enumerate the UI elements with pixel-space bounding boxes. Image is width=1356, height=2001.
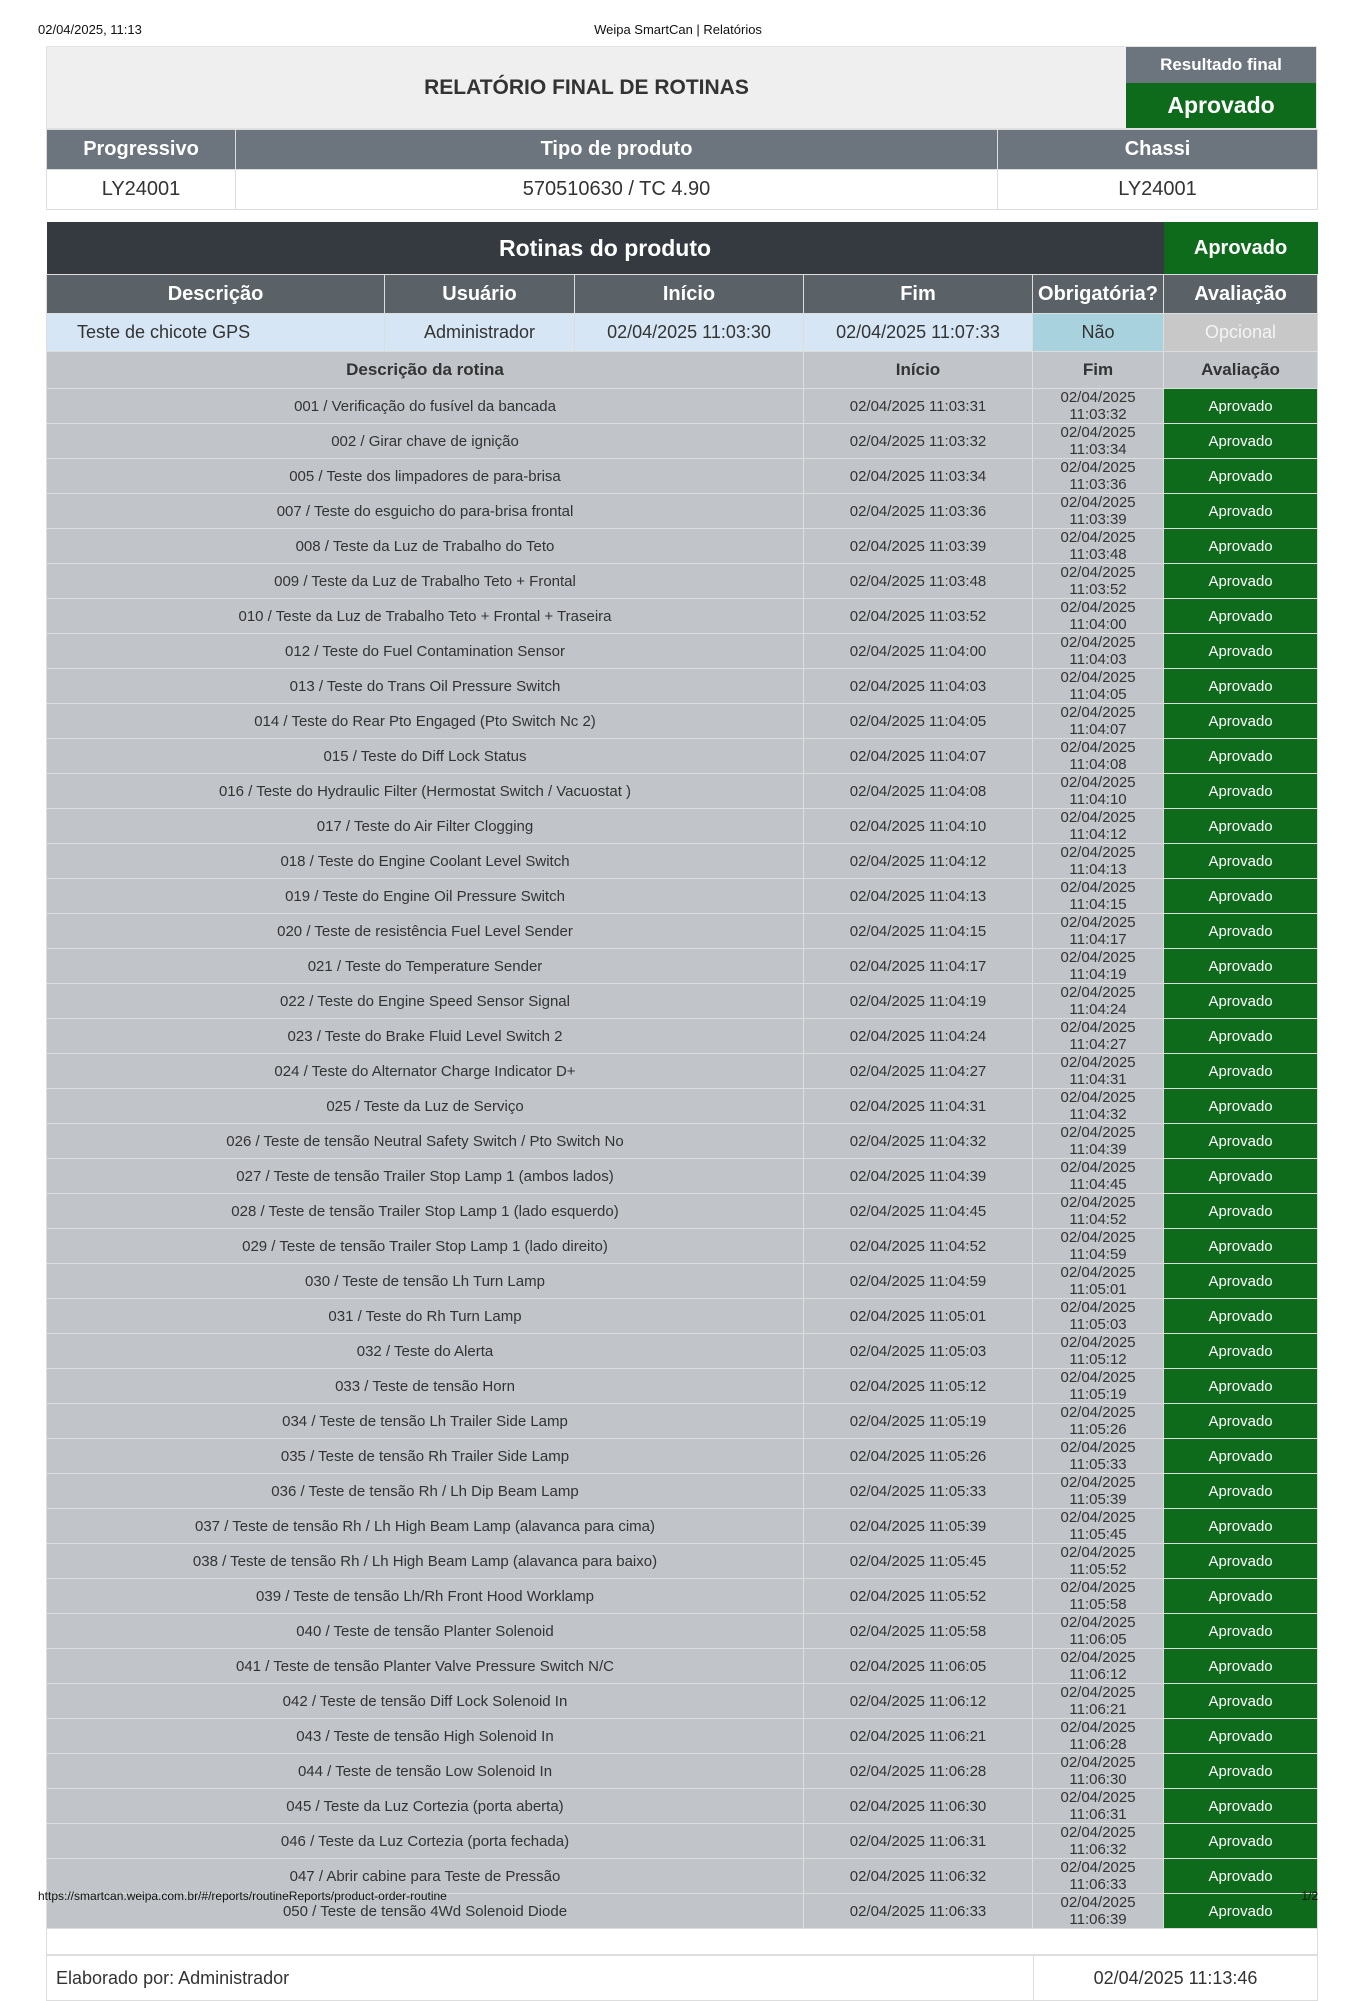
- routine-start: 02/04/2025 11:06:32: [804, 1859, 1033, 1894]
- routine-row: [47, 1194, 1318, 1229]
- routine-description: 037 / Teste de tensão Rh / Lh High Beam Lamp (alavanca para cima): [47, 1509, 804, 1544]
- routine-row: [47, 1334, 1318, 1369]
- col-header-fim: Fim: [804, 275, 1033, 314]
- routine-row: [47, 1054, 1318, 1089]
- routine-evaluation: Aprovado: [1164, 1159, 1318, 1194]
- routine-end: 02/04/2025 11:04:17: [1033, 914, 1164, 949]
- routine-evaluation: Aprovado: [1164, 1334, 1318, 1369]
- routine-row: [47, 599, 1318, 634]
- routine-description: 007 / Teste do esguicho do para-brisa frontal: [47, 494, 804, 529]
- routine-description: 009 / Teste da Luz de Trabalho Teto + Frontal: [47, 564, 804, 599]
- routine-start: 02/04/2025 11:05:58: [804, 1614, 1033, 1649]
- product-routine-row: [47, 314, 1318, 352]
- routine-evaluation: Aprovado: [1164, 1194, 1318, 1229]
- routine-start: 02/04/2025 11:04:19: [804, 984, 1033, 1019]
- routine-start: 02/04/2025 11:05:12: [804, 1369, 1033, 1404]
- routine-evaluation: Aprovado: [1164, 1859, 1318, 1894]
- routine-evaluation: Aprovado: [1164, 1404, 1318, 1439]
- info-value-progressivo: LY24001: [47, 170, 236, 210]
- routine-start: 02/04/2025 11:03:52: [804, 599, 1033, 634]
- routine-row: [47, 1089, 1318, 1124]
- routine-end: 02/04/2025 11:04:52: [1033, 1194, 1164, 1229]
- routine-end: 02/04/2025 11:06:32: [1033, 1824, 1164, 1859]
- routine-evaluation: Aprovado: [1164, 599, 1318, 634]
- final-result: [1126, 47, 1316, 128]
- routine-end: 02/04/2025 11:06:30: [1033, 1754, 1164, 1789]
- routine-evaluation: Aprovado: [1164, 739, 1318, 774]
- routine-row: [47, 564, 1318, 599]
- routine-start: 02/04/2025 11:05:26: [804, 1439, 1033, 1474]
- routine-end: 02/04/2025 11:05:12: [1033, 1334, 1164, 1369]
- routine-start: 02/04/2025 11:03:34: [804, 459, 1033, 494]
- routine-row: [47, 389, 1318, 424]
- routine-row: [47, 1264, 1318, 1299]
- routine-row: [47, 459, 1318, 494]
- routine-evaluation: Aprovado: [1164, 1299, 1318, 1334]
- routine-start: 02/04/2025 11:04:07: [804, 739, 1033, 774]
- routine-evaluation: Aprovado: [1164, 1684, 1318, 1719]
- product-info-table: [46, 129, 1318, 210]
- routine-start: 02/04/2025 11:04:15: [804, 914, 1033, 949]
- routine-row: [47, 809, 1318, 844]
- routine-description: 024 / Teste do Alternator Charge Indicator D+: [47, 1054, 804, 1089]
- routine-row: [47, 949, 1318, 984]
- routine-description: 022 / Teste do Engine Speed Sensor Signal: [47, 984, 804, 1019]
- routines-table: [46, 222, 1318, 1955]
- routine-start: 02/04/2025 11:06:21: [804, 1719, 1033, 1754]
- routine-evaluation: Aprovado: [1164, 1614, 1318, 1649]
- routine-start: 02/04/2025 11:06:28: [804, 1754, 1033, 1789]
- routine-end: 02/04/2025 11:04:00: [1033, 599, 1164, 634]
- print-url: https://smartcan.weipa.com.br/#/reports/routineReports/product-order-routine: [38, 1889, 447, 1903]
- routine-row: [47, 1369, 1318, 1404]
- routine-evaluation: Aprovado: [1164, 984, 1318, 1019]
- routine-description: 029 / Teste de tensão Trailer Stop Lamp 1 (lado direito): [47, 1229, 804, 1264]
- routine-start: 02/04/2025 11:04:08: [804, 774, 1033, 809]
- product-mandatory: Não: [1033, 314, 1164, 352]
- routine-description: 045 / Teste da Luz Cortezia (porta aberta): [47, 1789, 804, 1824]
- final-result-label: Resultado final: [1126, 47, 1316, 83]
- routine-end: 02/04/2025 11:03:39: [1033, 494, 1164, 529]
- routine-evaluation: Aprovado: [1164, 634, 1318, 669]
- routine-row: [47, 1404, 1318, 1439]
- routine-end: 02/04/2025 11:04:59: [1033, 1229, 1164, 1264]
- print-title: Weipa SmartCan | Relatórios: [594, 22, 762, 37]
- routine-start: 02/04/2025 11:03:48: [804, 564, 1033, 599]
- routine-evaluation: Aprovado: [1164, 1579, 1318, 1614]
- routine-evaluation: Aprovado: [1164, 1789, 1318, 1824]
- routine-header-inicio: Início: [804, 352, 1033, 389]
- routine-description: 008 / Teste da Luz de Trabalho do Teto: [47, 529, 804, 564]
- routine-description: 043 / Teste de tensão High Solenoid In: [47, 1719, 804, 1754]
- routine-row: [47, 1019, 1318, 1054]
- routine-end: 02/04/2025 11:05:26: [1033, 1404, 1164, 1439]
- routine-end: 02/04/2025 11:03:32: [1033, 389, 1164, 424]
- routine-start: 02/04/2025 11:05:01: [804, 1299, 1033, 1334]
- routine-end: 02/04/2025 11:06:28: [1033, 1719, 1164, 1754]
- routine-evaluation: Aprovado: [1164, 1369, 1318, 1404]
- routine-description: 032 / Teste do Alerta: [47, 1334, 804, 1369]
- routine-start: 02/04/2025 11:03:31: [804, 389, 1033, 424]
- routine-evaluation: Aprovado: [1164, 1509, 1318, 1544]
- routine-description: 038 / Teste de tensão Rh / Lh High Beam Lamp (alavanca para baixo): [47, 1544, 804, 1579]
- routine-evaluation: Aprovado: [1164, 1474, 1318, 1509]
- routine-evaluation: Aprovado: [1164, 1754, 1318, 1789]
- routine-start: 02/04/2025 11:06:30: [804, 1789, 1033, 1824]
- routine-end: 02/04/2025 11:04:39: [1033, 1124, 1164, 1159]
- routine-evaluation: Aprovado: [1164, 424, 1318, 459]
- routine-header-fim: Fim: [1033, 352, 1164, 389]
- routine-description: 031 / Teste do Rh Turn Lamp: [47, 1299, 804, 1334]
- routine-row: [47, 984, 1318, 1019]
- routine-row: [47, 669, 1318, 704]
- routine-description: 016 / Teste do Hydraulic Filter (Hermostat Switch / Vacuostat ): [47, 774, 804, 809]
- routine-description: 001 / Verificação do fusível da bancada: [47, 389, 804, 424]
- routine-description: 019 / Teste do Engine Oil Pressure Switch: [47, 879, 804, 914]
- routine-end: 02/04/2025 11:04:10: [1033, 774, 1164, 809]
- routine-end: 02/04/2025 11:04:12: [1033, 809, 1164, 844]
- product-user: Administrador: [385, 314, 575, 352]
- routine-description: 035 / Teste de tensão Rh Trailer Side Lamp: [47, 1439, 804, 1474]
- routine-start: 02/04/2025 11:04:31: [804, 1089, 1033, 1124]
- routine-end: 02/04/2025 11:06:33: [1033, 1859, 1164, 1894]
- routine-end: 02/04/2025 11:05:03: [1033, 1299, 1164, 1334]
- routine-end: 02/04/2025 11:04:27: [1033, 1019, 1164, 1054]
- routine-start: 02/04/2025 11:06:33: [804, 1894, 1033, 1929]
- routine-start: 02/04/2025 11:04:27: [804, 1054, 1033, 1089]
- routine-description: 025 / Teste da Luz de Serviço: [47, 1089, 804, 1124]
- routine-row: [47, 739, 1318, 774]
- routine-end: 02/04/2025 11:06:12: [1033, 1649, 1164, 1684]
- info-value-chassi: LY24001: [998, 170, 1318, 210]
- routine-evaluation: Aprovado: [1164, 844, 1318, 879]
- routine-header-avaliacao: Avaliação: [1164, 352, 1318, 389]
- col-header-usuario: Usuário: [385, 275, 575, 314]
- product-description: Teste de chicote GPS: [47, 314, 385, 352]
- routine-start: 02/04/2025 11:06:05: [804, 1649, 1033, 1684]
- routine-rows: [47, 389, 1318, 1955]
- routine-row: [47, 634, 1318, 669]
- routine-description: 020 / Teste de resistência Fuel Level Sender: [47, 914, 804, 949]
- routine-description: 036 / Teste de tensão Rh / Lh Dip Beam Lamp: [47, 1474, 804, 1509]
- routine-row: [47, 529, 1318, 564]
- routine-row: [47, 1509, 1318, 1544]
- routine-description: 041 / Teste de tensão Planter Valve Pressure Switch N/C: [47, 1649, 804, 1684]
- routine-start: 02/04/2025 11:04:05: [804, 704, 1033, 739]
- routine-end: 02/04/2025 11:03:52: [1033, 564, 1164, 599]
- routine-row: [47, 914, 1318, 949]
- routine-row: [47, 879, 1318, 914]
- routine-row: [47, 1754, 1318, 1789]
- routine-evaluation: Aprovado: [1164, 389, 1318, 424]
- table-spacer-row: [47, 1929, 1318, 1955]
- routine-end: 02/04/2025 11:03:36: [1033, 459, 1164, 494]
- report: [46, 46, 1317, 2001]
- routine-evaluation: Aprovado: [1164, 459, 1318, 494]
- report-title: RELATÓRIO FINAL DE ROTINAS: [424, 76, 749, 99]
- col-header-inicio: Início: [575, 275, 804, 314]
- routine-description: 026 / Teste de tensão Neutral Safety Switch / Pto Switch No: [47, 1124, 804, 1159]
- routine-end: 02/04/2025 11:04:08: [1033, 739, 1164, 774]
- routine-start: 02/04/2025 11:04:13: [804, 879, 1033, 914]
- routine-evaluation: Aprovado: [1164, 1054, 1318, 1089]
- routine-end: 02/04/2025 11:04:45: [1033, 1159, 1164, 1194]
- routine-start: 02/04/2025 11:05:52: [804, 1579, 1033, 1614]
- routine-end: 02/04/2025 11:03:48: [1033, 529, 1164, 564]
- routine-description: 023 / Teste do Brake Fluid Level Switch 2: [47, 1019, 804, 1054]
- routine-evaluation: Aprovado: [1164, 774, 1318, 809]
- prepared-by: Elaborado por: Administrador: [47, 1956, 1034, 2001]
- routine-end: 02/04/2025 11:06:05: [1033, 1614, 1164, 1649]
- routine-end: 02/04/2025 11:03:34: [1033, 424, 1164, 459]
- routine-evaluation: Aprovado: [1164, 1124, 1318, 1159]
- info-header-chassi: Chassi: [998, 130, 1318, 170]
- routine-end: 02/04/2025 11:04:19: [1033, 949, 1164, 984]
- routine-end: 02/04/2025 11:04:07: [1033, 704, 1164, 739]
- routine-start: 02/04/2025 11:04:03: [804, 669, 1033, 704]
- routines-status: Aprovado: [1164, 222, 1318, 275]
- routine-start: 02/04/2025 11:03:32: [804, 424, 1033, 459]
- routine-description: 044 / Teste de tensão Low Solenoid In: [47, 1754, 804, 1789]
- routine-row: [47, 1229, 1318, 1264]
- routine-start: 02/04/2025 11:04:45: [804, 1194, 1033, 1229]
- routine-evaluation: Aprovado: [1164, 1894, 1318, 1929]
- print-page-number: 1/2: [1301, 1889, 1318, 1903]
- col-header-avaliacao: Avaliação: [1164, 275, 1318, 314]
- routine-start: 02/04/2025 11:03:36: [804, 494, 1033, 529]
- routine-description: 013 / Teste do Trans Oil Pressure Switch: [47, 669, 804, 704]
- generated-timestamp: 02/04/2025 11:13:46: [1034, 1956, 1318, 2001]
- table-spacer-cell: [47, 1929, 1318, 1955]
- routine-description: 002 / Girar chave de ignição: [47, 424, 804, 459]
- print-header: [38, 22, 1318, 42]
- routine-end: 02/04/2025 11:05:19: [1033, 1369, 1164, 1404]
- routine-description: 021 / Teste do Temperature Sender: [47, 949, 804, 984]
- routine-evaluation: Aprovado: [1164, 1019, 1318, 1054]
- routines-title: Rotinas do produto: [47, 222, 1164, 275]
- routine-start: 02/04/2025 11:06:31: [804, 1824, 1033, 1859]
- routine-evaluation: Aprovado: [1164, 1229, 1318, 1264]
- routine-description: 010 / Teste da Luz de Trabalho Teto + Frontal + Traseira: [47, 599, 804, 634]
- routine-row: [47, 1544, 1318, 1579]
- product-start: 02/04/2025 11:03:30: [575, 314, 804, 352]
- routine-start: 02/04/2025 11:05:03: [804, 1334, 1033, 1369]
- routine-end: 02/04/2025 11:05:58: [1033, 1579, 1164, 1614]
- routine-evaluation: Aprovado: [1164, 1544, 1318, 1579]
- routine-row: [47, 1299, 1318, 1334]
- routine-start: 02/04/2025 11:05:45: [804, 1544, 1033, 1579]
- routine-evaluation: Aprovado: [1164, 879, 1318, 914]
- routine-evaluation: Aprovado: [1164, 914, 1318, 949]
- routine-description: 015 / Teste do Diff Lock Status: [47, 739, 804, 774]
- routine-end: 02/04/2025 11:04:03: [1033, 634, 1164, 669]
- info-value-tipo-produto: 570510630 / TC 4.90: [236, 170, 998, 210]
- routine-row: [47, 704, 1318, 739]
- routine-start: 02/04/2025 11:04:00: [804, 634, 1033, 669]
- routine-description: 047 / Abrir cabine para Teste de Pressão: [47, 1859, 804, 1894]
- routine-row: [47, 1684, 1318, 1719]
- routine-description: 039 / Teste de tensão Lh/Rh Front Hood Worklamp: [47, 1579, 804, 1614]
- routine-description: 034 / Teste de tensão Lh Trailer Side Lamp: [47, 1404, 804, 1439]
- routine-row: [47, 1789, 1318, 1824]
- routine-end: 02/04/2025 11:04:13: [1033, 844, 1164, 879]
- routine-start: 02/04/2025 11:04:39: [804, 1159, 1033, 1194]
- routine-end: 02/04/2025 11:05:33: [1033, 1439, 1164, 1474]
- routine-end: 02/04/2025 11:06:39: [1033, 1894, 1164, 1929]
- routine-description: 046 / Teste da Luz Cortezia (porta fechada): [47, 1824, 804, 1859]
- routine-evaluation: Aprovado: [1164, 669, 1318, 704]
- routine-description: 005 / Teste dos limpadores de para-brisa: [47, 459, 804, 494]
- final-result-value: Aprovado: [1126, 83, 1316, 128]
- routine-description: 014 / Teste do Rear Pto Engaged (Pto Switch Nc 2): [47, 704, 804, 739]
- routine-description: 012 / Teste do Fuel Contamination Sensor: [47, 634, 804, 669]
- routine-evaluation: Aprovado: [1164, 564, 1318, 599]
- routine-start: 02/04/2025 11:04:32: [804, 1124, 1033, 1159]
- routine-evaluation: Aprovado: [1164, 1089, 1318, 1124]
- routine-row: [47, 1824, 1318, 1859]
- routine-description: 018 / Teste do Engine Coolant Level Switch: [47, 844, 804, 879]
- routine-end: 02/04/2025 11:04:24: [1033, 984, 1164, 1019]
- routine-start: 02/04/2025 11:03:39: [804, 529, 1033, 564]
- routine-row: [47, 1719, 1318, 1754]
- routine-end: 02/04/2025 11:04:31: [1033, 1054, 1164, 1089]
- routine-description: 028 / Teste de tensão Trailer Stop Lamp 1 (lado esquerdo): [47, 1194, 804, 1229]
- routine-row: [47, 424, 1318, 459]
- col-header-obrigatoria: Obrigatória?: [1033, 275, 1164, 314]
- routine-end: 02/04/2025 11:05:39: [1033, 1474, 1164, 1509]
- routine-evaluation: Aprovado: [1164, 1439, 1318, 1474]
- routine-row: [47, 1474, 1318, 1509]
- routine-description: 017 / Teste do Air Filter Clogging: [47, 809, 804, 844]
- routine-description: 042 / Teste de tensão Diff Lock Solenoid In: [47, 1684, 804, 1719]
- report-header: [46, 46, 1317, 129]
- routine-row: [47, 1614, 1318, 1649]
- routine-start: 02/04/2025 11:04:24: [804, 1019, 1033, 1054]
- routine-start: 02/04/2025 11:04:59: [804, 1264, 1033, 1299]
- routine-evaluation: Aprovado: [1164, 809, 1318, 844]
- routine-start: 02/04/2025 11:04:10: [804, 809, 1033, 844]
- routine-evaluation: Aprovado: [1164, 494, 1318, 529]
- routine-end: 02/04/2025 11:04:15: [1033, 879, 1164, 914]
- routine-header-descricao: Descrição da rotina: [47, 352, 804, 389]
- info-header-progressivo: Progressivo: [47, 130, 236, 170]
- routine-end: 02/04/2025 11:04:32: [1033, 1089, 1164, 1124]
- routine-evaluation: Aprovado: [1164, 704, 1318, 739]
- routine-start: 02/04/2025 11:06:12: [804, 1684, 1033, 1719]
- routine-row: [47, 1649, 1318, 1684]
- routine-end: 02/04/2025 11:06:31: [1033, 1789, 1164, 1824]
- product-end: 02/04/2025 11:07:33: [804, 314, 1033, 352]
- routine-end: 02/04/2025 11:04:05: [1033, 669, 1164, 704]
- routine-row: [47, 774, 1318, 809]
- routine-row: [47, 494, 1318, 529]
- routine-row: [47, 1124, 1318, 1159]
- routine-end: 02/04/2025 11:05:45: [1033, 1509, 1164, 1544]
- routine-start: 02/04/2025 11:04:52: [804, 1229, 1033, 1264]
- product-evaluation: Opcional: [1164, 314, 1318, 352]
- routine-evaluation: Aprovado: [1164, 1824, 1318, 1859]
- print-footer: [38, 1889, 1318, 1909]
- routine-evaluation: Aprovado: [1164, 1264, 1318, 1299]
- routine-description: 033 / Teste de tensão Horn: [47, 1369, 804, 1404]
- routine-description: 027 / Teste de tensão Trailer Stop Lamp 1 (ambos lados): [47, 1159, 804, 1194]
- routine-row: [47, 844, 1318, 879]
- routine-start: 02/04/2025 11:05:39: [804, 1509, 1033, 1544]
- routine-end: 02/04/2025 11:05:01: [1033, 1264, 1164, 1299]
- routine-evaluation: Aprovado: [1164, 949, 1318, 984]
- report-footer: [46, 1955, 1318, 2001]
- print-date: 02/04/2025, 11:13: [38, 22, 142, 37]
- routine-row: [47, 1159, 1318, 1194]
- routine-description: 040 / Teste de tensão Planter Solenoid: [47, 1614, 804, 1649]
- routine-start: 02/04/2025 11:05:19: [804, 1404, 1033, 1439]
- routine-evaluation: Aprovado: [1164, 529, 1318, 564]
- col-header-descricao: Descrição: [47, 275, 385, 314]
- routine-evaluation: Aprovado: [1164, 1649, 1318, 1684]
- routine-evaluation: Aprovado: [1164, 1719, 1318, 1754]
- routine-start: 02/04/2025 11:04:12: [804, 844, 1033, 879]
- routine-row: [47, 1439, 1318, 1474]
- routine-end: 02/04/2025 11:05:52: [1033, 1544, 1164, 1579]
- info-header-tipo-produto: Tipo de produto: [236, 130, 998, 170]
- routine-description: 050 / Teste de tensão 4Wd Solenoid Diode: [47, 1894, 804, 1929]
- routine-description: 030 / Teste de tensão Lh Turn Lamp: [47, 1264, 804, 1299]
- routine-start: 02/04/2025 11:05:33: [804, 1474, 1033, 1509]
- routine-start: 02/04/2025 11:04:17: [804, 949, 1033, 984]
- routine-row: [47, 1579, 1318, 1614]
- routine-end: 02/04/2025 11:06:21: [1033, 1684, 1164, 1719]
